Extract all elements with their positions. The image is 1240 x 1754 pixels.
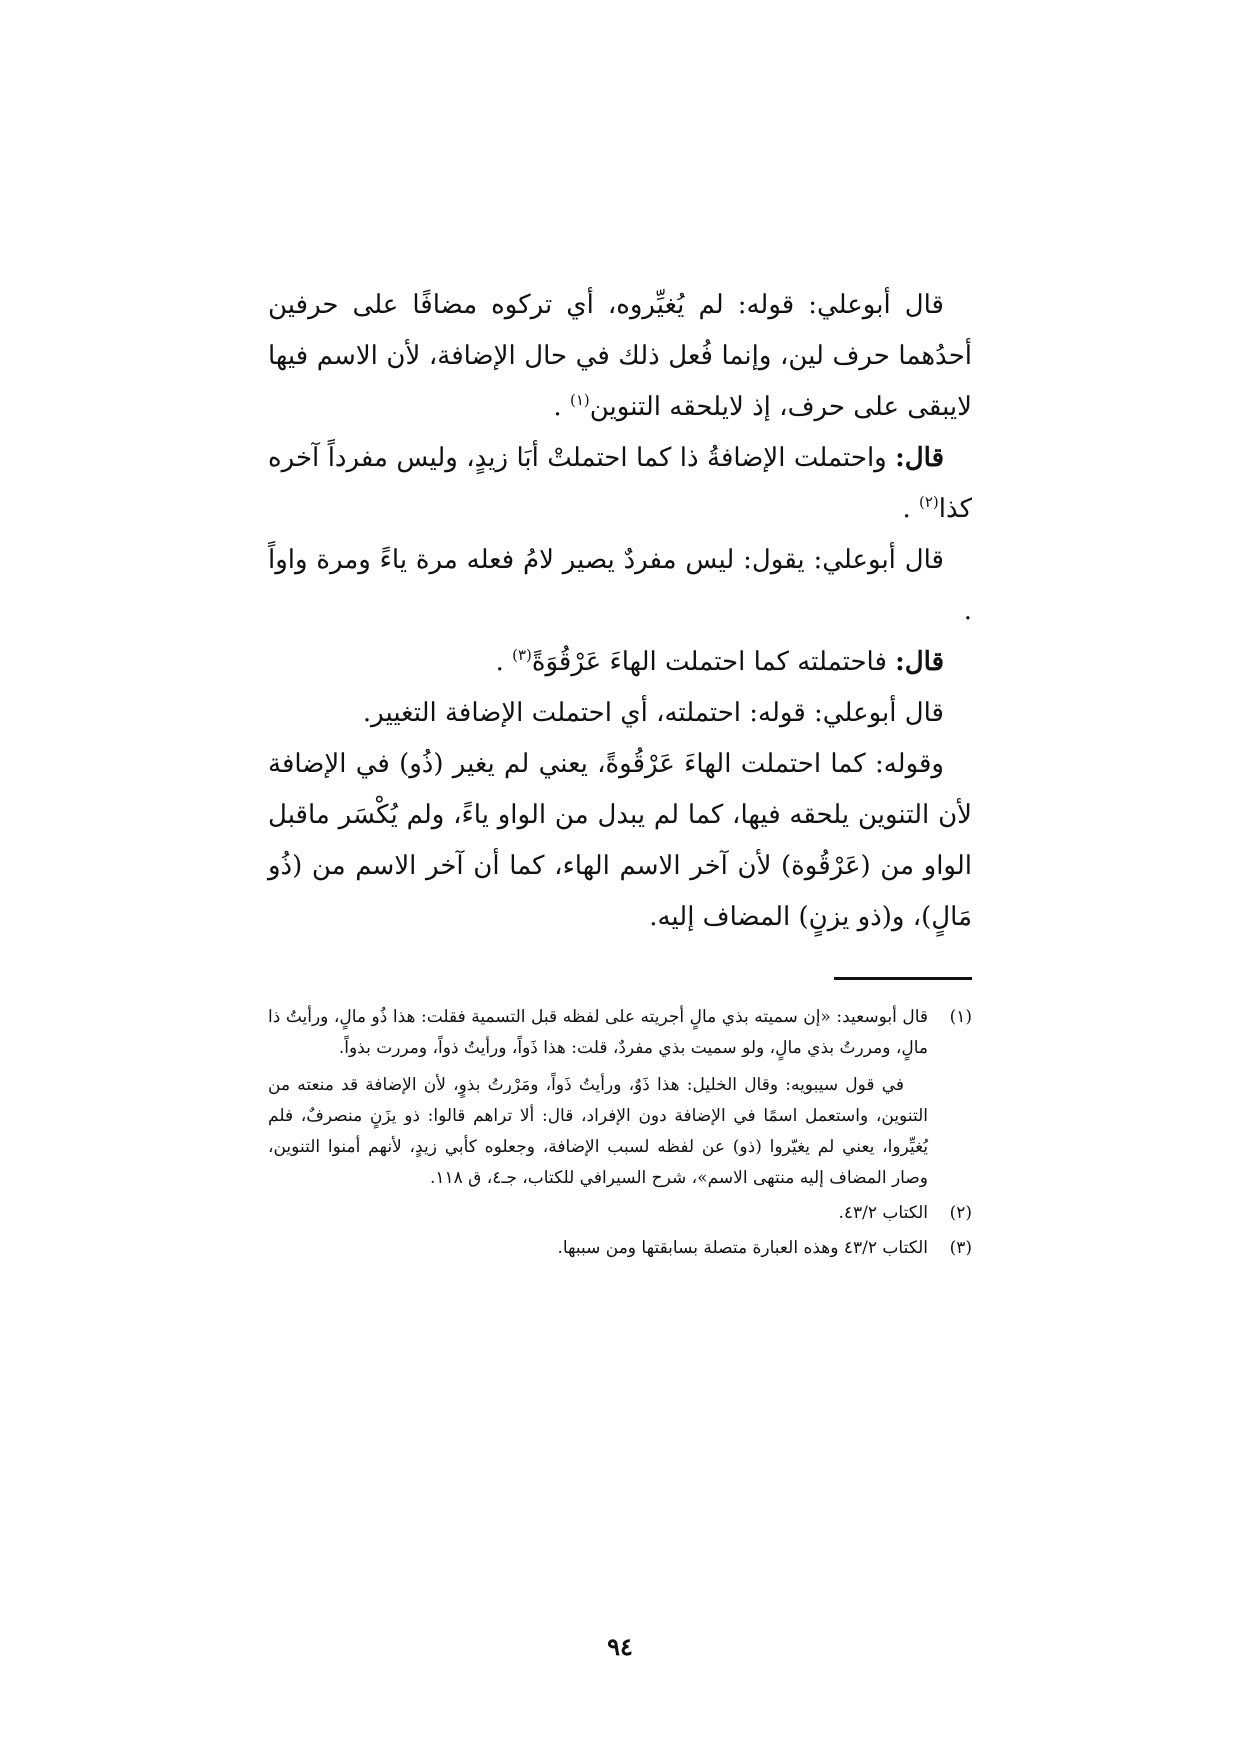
paragraph-2: قال: واحتملت الإضافةُ ذا كما احتملتْ أبَا زيدٍ، وليس مفرداً آخره كذا$^{(٢)}$ . [268, 443, 972, 524]
main-text [268, 280, 972, 943]
footnote-2-body [268, 1198, 928, 1229]
paragraph-3 [268, 535, 972, 637]
footnote-1 [268, 1002, 972, 1194]
footnote-2 [268, 1198, 972, 1229]
paragraph-1-text: قال أبوعلي: قوله: لم يُغيِّروه، أي تركوه مضافًا على حرفين أحدُهما حرف لين، وإنما فُعل ذلك في حال الإضافة، لأن الاسم فيها لايبقى على حرف، إذ لايلحقه التنوين [268, 290, 972, 422]
paragraph-2-text: واحتملت الإضافةُ ذا كما احتملتْ أبَا زيدٍ، وليس مفرداً آخره كذا [268, 443, 972, 524]
footnotes [268, 1002, 972, 1264]
footnote-3-text: الكتاب ٤٣/٢ وهذه العبارة متصلة بسابقتها ومن سببها. [557, 1238, 928, 1258]
paragraph-6-text: وقوله: كما احتملت الهاءَ عَرْقُوةً، يعني لم يغير (ذُو) في الإضافة لأن التنوين يلحقه فيها، كما لم يبدل من الواو ياءً، ولم يُكْسَر ماقبل الواو من (عَرْقُوة) لأن آخر الاسم الهاء، كما أن آخر الاسم من (ذُو مَالٍ)، و(ذو يزنٍ) المضاف إليه. [268, 749, 972, 932]
paragraph-4-lead: قال: [895, 647, 944, 677]
paragraph-4-text: فاحتملته كما احتملت الهاءَ عَرْقُوَةً [531, 647, 896, 677]
paragraph-5-text: قال أبوعلي: قوله: احتملته، أي احتملت الإضافة التغيير. [362, 698, 944, 728]
footnote-ref-3: (٣) [512, 646, 532, 664]
footnote-1-text: قال أبوسعيد: «إن سميته بذي مالٍ أجريته على لفظه قبل التسمية فقلت: هذا ذُو مالٍ، ورأيتُ ذا مالٍ، ومررتُ بذي مالٍ، ولو سميت بذي مفردٌ، قلت: هذا ذَواً، ورأيتُ ذواً، ومررت بذواً. [268, 1007, 928, 1058]
footnote-1-body [268, 1002, 928, 1194]
footnote-3-number: (٣) [949, 1238, 972, 1258]
footnote-3 [268, 1233, 972, 1264]
paragraph-3-text: قال أبوعلي: يقول: ليس مفردٌ يصير لامُ فعله مرة ياءً ومرة واواً . [268, 545, 972, 626]
footnote-ref-2: (٢) [918, 493, 939, 511]
paragraph-5 [268, 688, 972, 739]
footnote-1-number: (١) [949, 1007, 972, 1027]
footnote-3-body [268, 1233, 928, 1264]
footnote-ref-1: (١) [569, 391, 590, 409]
page-number: ٩٤ [607, 1632, 633, 1661]
paragraph-2-lead: قال: [895, 443, 944, 473]
footnote-separator [834, 977, 972, 980]
book-page [268, 280, 972, 1700]
paragraph-6 [268, 739, 972, 943]
footnote-2-number: (٢) [949, 1203, 972, 1223]
paragraph-4: قال: فاحتملته كما احتملت الهاءَ عَرْقُوَةً$^{(٣)}$ . [495, 646, 944, 677]
footnote-1-continuation: في قول سيبويه: وقال الخليل: هذا ذَوٌ، ورأيتُ ذَواً، ومَرْرتُ بذوٍ، لأن الإضافة قد منعته من التنوين، واستعمل اسمًا في الإضافة دون الإفراد، قال: ألا تراهم قالوا: ذو يزَنٍ منصرفٌ، فلم يُغيِّروا، يعني لم يغيّروا (ذو) عن لفظه لسبب الإضافة، وجعلوه كأبي زيدٍ، لأنهم أمنوا التنوين، وصار المضاف إليه منتهى الاسم»، شرح السيرافي للكتاب، جـ٤، ق ١١٨. [268, 1075, 928, 1188]
footnote-2-text: الكتاب ٤٣/٢. [838, 1203, 928, 1223]
paragraph-1: قال أبوعلي: قوله: لم يُغيِّروه، أي تركوه مضافًا على حرفين أحدُهما حرف لين، وإنما فُعل ذلك في حال الإضافة، لأن الاسم فيها لايبقى على حرف، إذ لايلحقه التنوين$^{(١)}$ . [268, 290, 972, 422]
